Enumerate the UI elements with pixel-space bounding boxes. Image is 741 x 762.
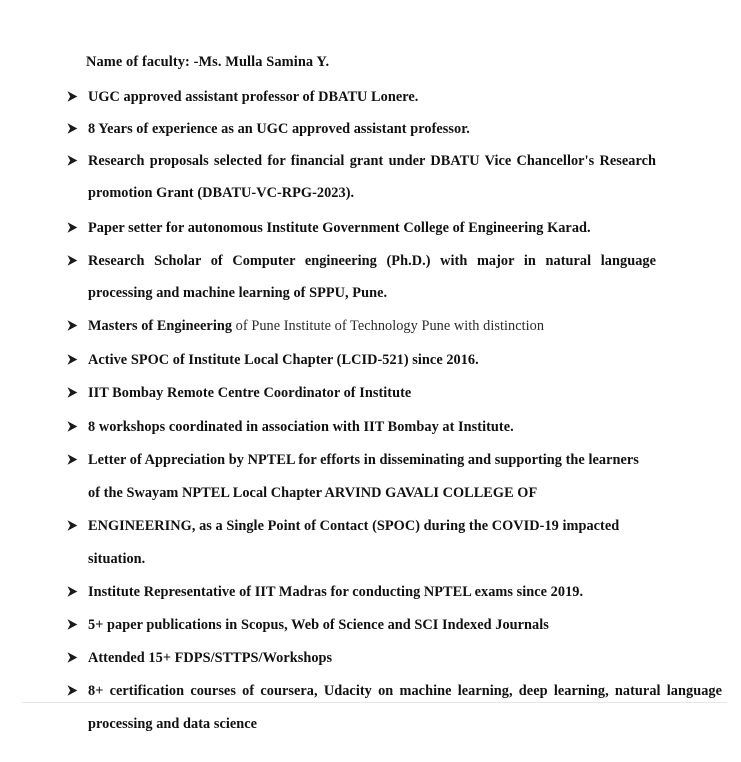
list-item-continuation-text: processing and data science: [88, 716, 258, 732]
right-arrowhead-bullet-icon: [66, 684, 82, 697]
list-item-text: Research proposals selected for financial grant under DBATU Vice Chancellor's Research: [88, 153, 656, 169]
list-item-text: ENGINEERING, as a Single Point of Contact (SPOC) during the COVID-19 impacted: [88, 518, 620, 534]
faculty-name-heading: Name of faculty: -Ms. Mulla Samina Y.: [86, 54, 330, 70]
list-item-continuation-text: processing and machine learning of SPPU, Pune.: [88, 285, 388, 301]
list-item-text: [88, 319, 688, 334]
right-arrowhead-bullet-icon: [66, 254, 82, 267]
list-item-text: Attended 15+ FDPS/STTPS/Workshops: [88, 650, 333, 666]
right-arrowhead-bullet-icon: [66, 519, 82, 532]
list-item-text: Paper setter for autonomous Institute Government College of Engineering Karad.: [88, 220, 591, 236]
list-item-text: IIT Bombay Remote Centre Coordinator of Institute: [88, 385, 412, 401]
list-item-text: UGC approved assistant professor of DBATU Lonere.: [88, 89, 419, 105]
right-arrowhead-bullet-icon: [66, 90, 82, 103]
right-arrowhead-bullet-icon: [66, 154, 82, 167]
list-item-continuation-text: of the Swayam NPTEL Local Chapter ARVIND GAVALI COLLEGE OF: [88, 485, 538, 501]
list-item-text: 5+ paper publications in Scopus, Web of Science and SCI Indexed Journals: [88, 617, 549, 633]
right-arrowhead-bullet-icon: [66, 319, 82, 332]
list-item-continuation-text: situation.: [88, 551, 146, 567]
right-arrowhead-bullet-icon: [66, 353, 82, 366]
list-item-text: Research Scholar of Computer engineering (Ph.D.) with major in natural language: [88, 253, 656, 269]
degree-regular-run: of Pune Institute of Technology Pune with distinction: [232, 318, 545, 334]
list-item-text: 8+ certification courses of coursera, Udacity on machine learning, deep learning, natural language: [88, 683, 722, 699]
right-arrowhead-bullet-icon: [66, 618, 82, 631]
list-item-text: 8 Years of experience as an UGC approved assistant professor.: [88, 121, 470, 137]
list-item-text: 8 workshops coordinated in association with IIT Bombay at Institute.: [88, 419, 514, 435]
list-item-text: Active SPOC of Institute Local Chapter (LCID-521) since 2016.: [88, 352, 479, 368]
right-arrowhead-bullet-icon: [66, 453, 82, 466]
scan-artifact-line: [22, 702, 727, 703]
degree-bold-run: Masters of Engineering: [88, 318, 233, 334]
right-arrowhead-bullet-icon: [66, 221, 82, 234]
right-arrowhead-bullet-icon: [66, 420, 82, 433]
list-item-text: Letter of Appreciation by NPTEL for efforts in disseminating and supporting the learners: [88, 452, 639, 468]
right-arrowhead-bullet-icon: [66, 651, 82, 664]
list-item-text: Institute Representative of IIT Madras for conducting NPTEL exams since 2019.: [88, 584, 584, 600]
right-arrowhead-bullet-icon: [66, 122, 82, 135]
right-arrowhead-bullet-icon: [66, 585, 82, 598]
right-arrowhead-bullet-icon: [66, 386, 82, 399]
list-item-continuation-text: promotion Grant (DBATU-VC-RPG-2023).: [88, 185, 355, 201]
